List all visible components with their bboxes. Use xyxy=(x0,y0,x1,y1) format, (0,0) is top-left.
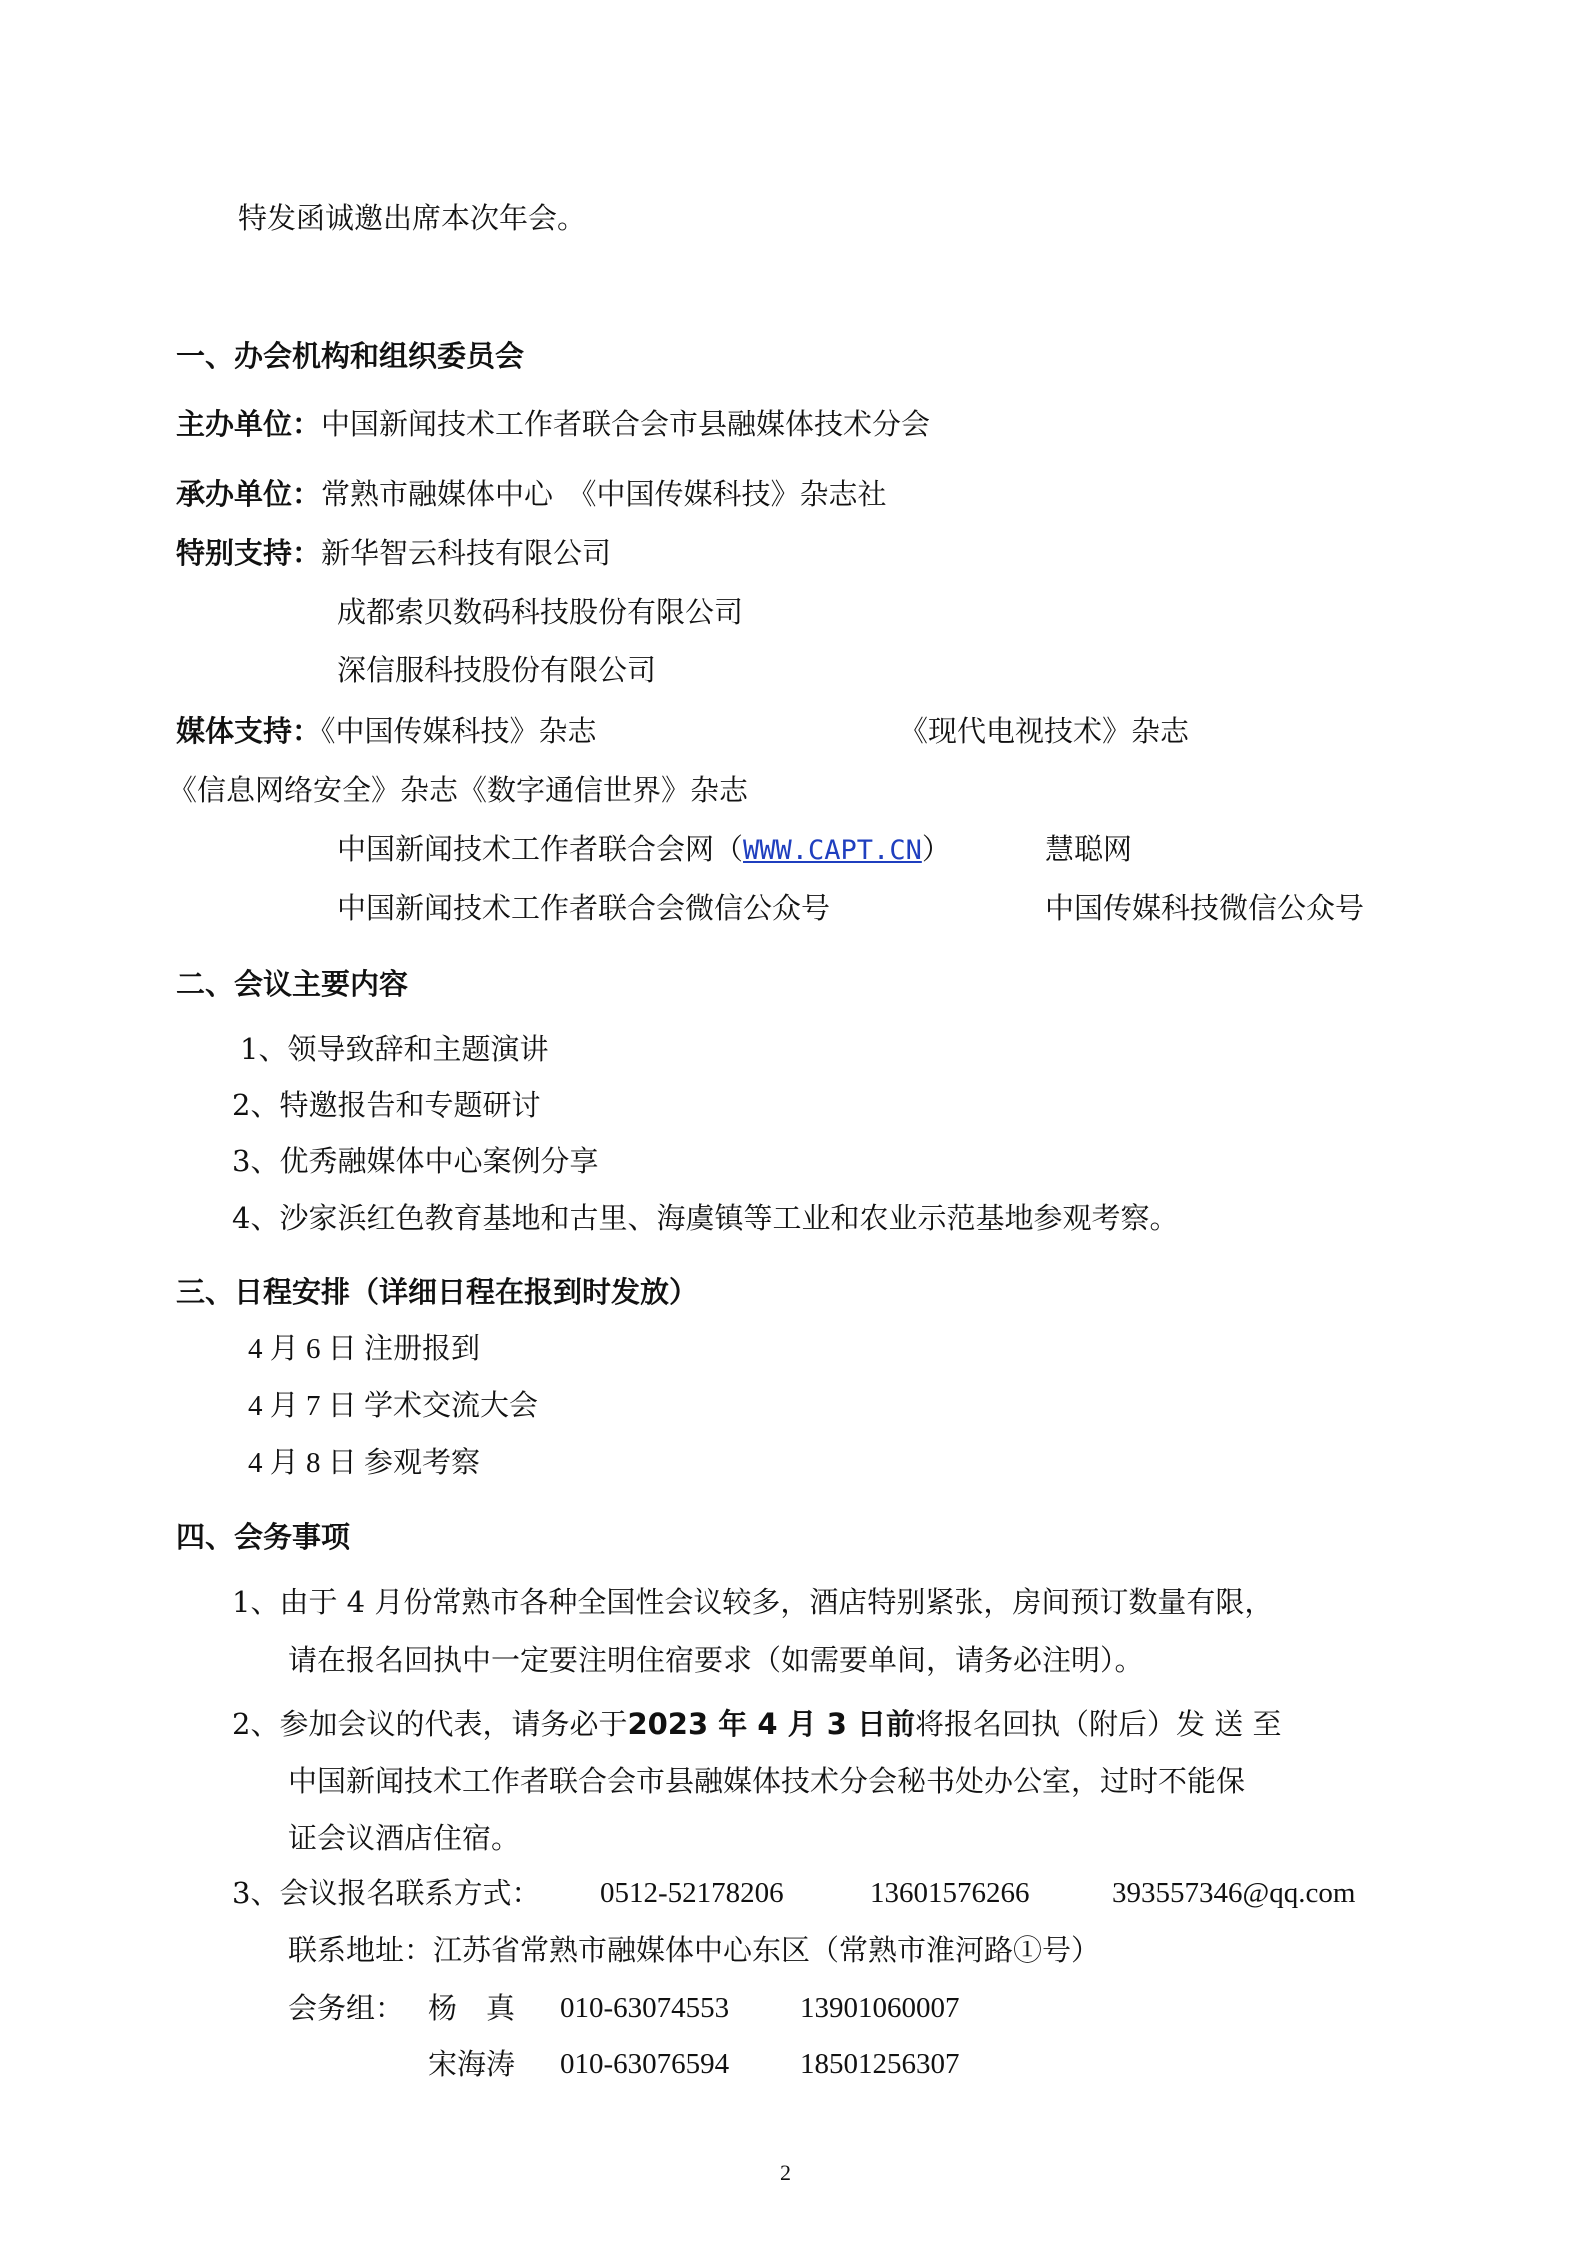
staff-1-name: 杨 真 xyxy=(428,1991,516,2025)
host-label: 主办单位： xyxy=(176,407,322,441)
media-item-7: 中国传媒科技微信公众号 xyxy=(1045,891,1365,925)
capt-website-link[interactable]: WWW.CAPT.CN xyxy=(743,835,922,866)
affair-item-2-post: 将报名回执（附后）发 送 至 xyxy=(915,1707,1282,1741)
special-item-3: 深信服科技股份有限公司 xyxy=(337,653,657,687)
schedule-item-3: 4 月 8 日 参观考察 xyxy=(248,1447,481,1479)
media-item-4 xyxy=(337,829,951,871)
affair-item-2-line-3: 证会议酒店住宿。 xyxy=(288,1821,521,1855)
content-item-3: 3、优秀融媒体中心案例分享 xyxy=(232,1144,599,1178)
special-item-1: 新华智云科技有限公司 xyxy=(321,536,612,570)
contact-email: 393557346@qq.com xyxy=(1112,1877,1356,1909)
intro-line: 特发函诚邀出席本次年会。 xyxy=(238,201,587,235)
media-item-2: 《现代电视技术》杂志 xyxy=(899,714,1190,748)
contact-phone-2: 13601576266 xyxy=(870,1877,1030,1909)
staff-1-phone-1: 010-63074553 xyxy=(560,1992,730,2024)
special-row xyxy=(176,533,611,573)
media-item-4-pre: 中国新闻技术工作者联合会网（ xyxy=(337,832,744,866)
affair-item-2-line-1 xyxy=(232,1704,1281,1744)
organizer-value: 常熟市融媒体中心 《中国传媒科技》杂志社 xyxy=(321,477,887,511)
affair-item-2-pre: 2、参加会议的代表，请务必于 xyxy=(232,1707,628,1741)
host-value: 中国新闻技术工作者联合会市县融媒体技术分会 xyxy=(321,407,931,441)
staff-2-name: 宋海涛 xyxy=(428,2047,516,2081)
content-item-4: 4、沙家浜红色教育基地和古里、海虞镇等工业和农业示范基地参观考察。 xyxy=(232,1201,1179,1235)
media-item-5: 慧聪网 xyxy=(1045,832,1133,866)
section3-heading: 三、日程安排（详细日程在报到时发放） xyxy=(176,1275,699,1309)
organizer-row xyxy=(176,474,887,514)
section4-heading: 四、会务事项 xyxy=(176,1520,351,1554)
affair-item-2-line-2: 中国新闻技术工作者联合会市县融媒体技术分会秘书处办公室，过时不能保 xyxy=(288,1764,1246,1798)
media-item-4-post: ） xyxy=(921,832,951,866)
schedule-item-2: 4 月 7 日 学术交流大会 xyxy=(248,1390,539,1422)
schedule-item-1: 4 月 6 日 注册报到 xyxy=(248,1333,481,1365)
special-item-2: 成都索贝数码科技股份有限公司 xyxy=(337,595,744,629)
affair-item-3-label: 3、会议报名联系方式： xyxy=(232,1876,541,1910)
host-row xyxy=(176,404,930,444)
media-item-6: 中国新闻技术工作者联合会微信公众号 xyxy=(337,891,831,925)
organizer-label: 承办单位： xyxy=(176,477,322,511)
staff-2-phone-2: 18501256307 xyxy=(800,2048,960,2080)
staff-1-phone-2: 13901060007 xyxy=(800,1992,960,2024)
page-number: 2 xyxy=(780,2160,791,2185)
media-item-3: 《信息网络安全》杂志《数字通信世界》杂志 xyxy=(168,773,749,807)
section1-heading: 一、办会机构和组织委员会 xyxy=(176,339,525,373)
special-label: 特别支持： xyxy=(176,536,322,570)
deadline-date: 2023 年 4 月 3 日前 xyxy=(627,1707,916,1741)
staff-label: 会务组： xyxy=(288,1991,405,2025)
media-label: 媒体支持： xyxy=(176,714,322,748)
staff-2-phone-1: 010-63076594 xyxy=(560,2048,730,2080)
content-item-2: 2、特邀报告和专题研讨 xyxy=(232,1088,541,1122)
media-item-1: 《中国传媒科技》杂志 xyxy=(321,714,597,748)
affair-item-1-line-1: 1、由于 4 月份常熟市各种全国性会议较多，酒店特别紧张，房间预订数量有限， xyxy=(232,1585,1274,1619)
contact-phone-1: 0512-52178206 xyxy=(600,1877,784,1909)
section2-heading: 二、会议主要内容 xyxy=(176,967,409,1001)
media-row xyxy=(176,711,597,751)
contact-address: 联系地址：江苏省常熟市融媒体中心东区（常熟市淮河路①号） xyxy=(288,1933,1101,1967)
content-item-1: 1、领导致辞和主题演讲 xyxy=(240,1032,549,1066)
affair-item-1-line-2: 请在报名回执中一定要注明住宿要求（如需要单间，请务必注明）。 xyxy=(288,1643,1144,1677)
